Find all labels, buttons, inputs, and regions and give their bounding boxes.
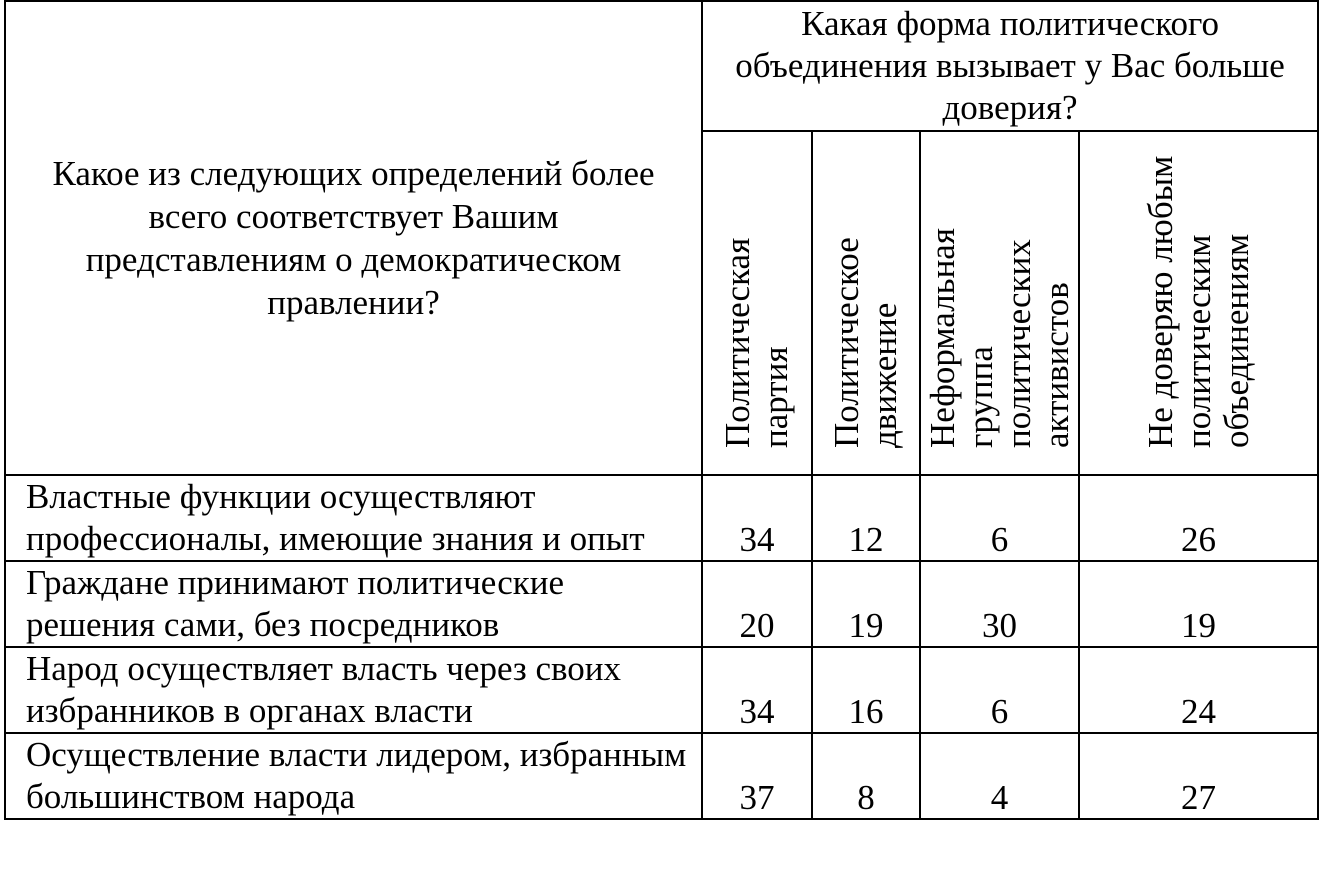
- table-cell: 37: [702, 733, 812, 819]
- row-label: Властные функции осуществляют профессионалы, имеющие знания и опыт: [5, 475, 702, 561]
- row-label: Граждане принимают политические решения сами, без посредников: [5, 561, 702, 647]
- table-cell: 8: [812, 733, 920, 819]
- table-cell: 30: [920, 561, 1079, 647]
- question-header: Какое из следующих определений более всего соответствует Вашим представлениям о демократическом правлении?: [5, 1, 702, 475]
- table-row: [5, 561, 1318, 647]
- table-cell: 24: [1079, 647, 1318, 733]
- header-row-top: [5, 1, 1318, 131]
- table-cell: 6: [920, 475, 1079, 561]
- row-label: Народ осуществляет власть через своих избранников в органах власти: [5, 647, 702, 733]
- column-header-no-trust: [1079, 131, 1318, 475]
- column-header-label: Политическое движение: [827, 237, 904, 448]
- table-row: [5, 733, 1318, 819]
- column-header-party: [702, 131, 812, 475]
- table-cell: 19: [1079, 561, 1318, 647]
- table-cell: 27: [1079, 733, 1318, 819]
- column-header-informal-group: [920, 131, 1079, 475]
- table-cell: 6: [920, 647, 1079, 733]
- table-row: [5, 647, 1318, 733]
- table-cell: 19: [812, 561, 920, 647]
- table-cell: 16: [812, 647, 920, 733]
- table-cell: 4: [920, 733, 1079, 819]
- table-cell: 26: [1079, 475, 1318, 561]
- table-row: [5, 475, 1318, 561]
- crosstab-table: [4, 0, 1319, 820]
- column-header-movement: [812, 131, 920, 475]
- table-cell: 12: [812, 475, 920, 561]
- column-header-label: Не доверяю любым политическим объединениям: [1140, 155, 1256, 448]
- row-label: Осуществление власти лидером, избранным большинством народа: [5, 733, 702, 819]
- column-header-label: Политическая партия: [718, 237, 795, 448]
- table-cell: 34: [702, 647, 812, 733]
- table-cell: 34: [702, 475, 812, 561]
- group-header: Какая форма политического объединения вызывает у Вас больше доверия?: [702, 1, 1318, 131]
- column-header-label: Неформальная группа политических активистов: [922, 228, 1076, 448]
- table-cell: 20: [702, 561, 812, 647]
